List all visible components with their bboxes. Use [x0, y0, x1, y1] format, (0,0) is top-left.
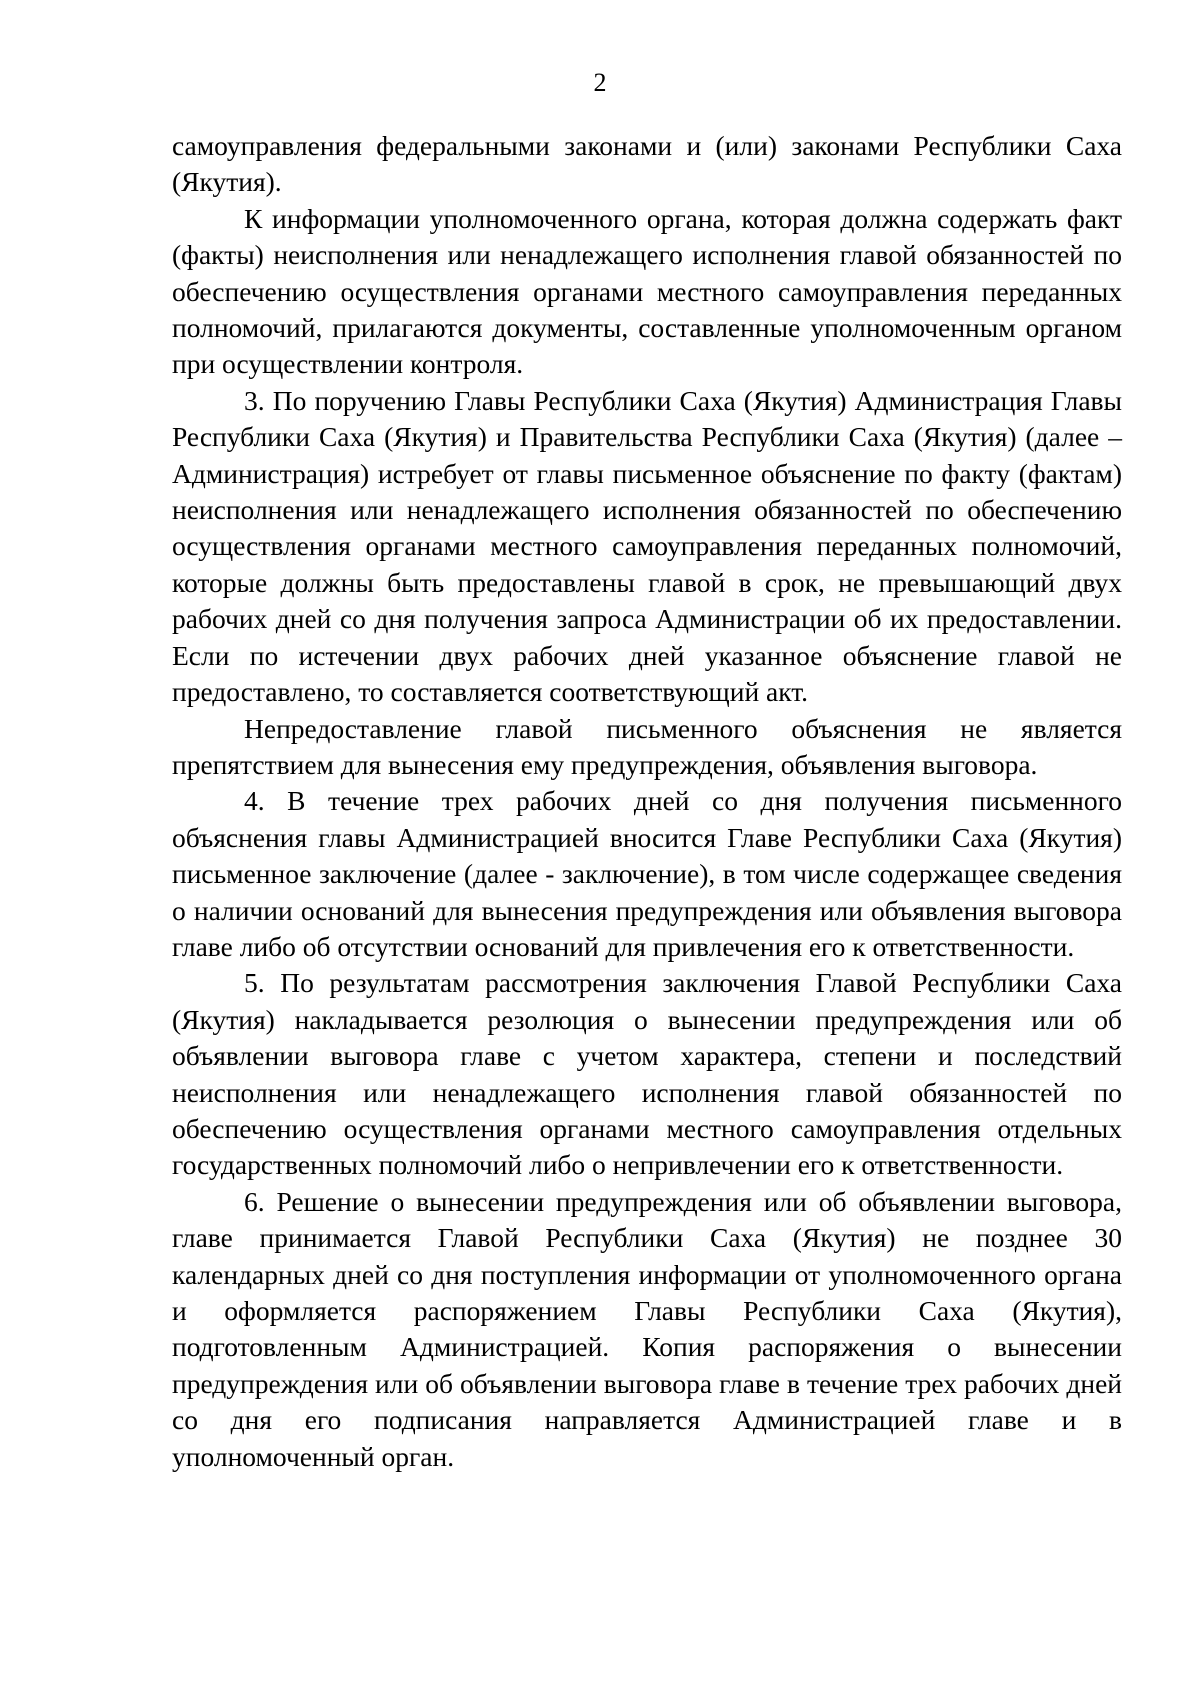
paragraph-item-5: 5. По результатам рассмотрения заключения Главой Республики Саха (Якутия) накладывается резолюция о вынесении предупреждения или об объявлении выговора главе с учетом характера, степени и последствий неисполнения или ненадлежащего исполнения главой обязанностей по обеспечению осуществления органами местного самоуправления отдельных государственных полномочий либо о непривлечении его к ответственности. — [172, 967, 1122, 1181]
paragraph-item-4: 4. В течение трех рабочих дней со дня получения письменного объяснения главы Администрацией вносится Главе Республики Саха (Якутия) письменное заключение (далее - заключение), в том числе содержащее сведения о наличии оснований для вынесения предупреждения или объявления выговора главе либо об отсутствии оснований для привлечения его к ответственности. — [172, 785, 1122, 962]
paragraph-item-3: 3. По поручению Главы Республики Саха (Якутия) Администрация Главы Республики Саха (Якутия) и Правительства Республики Саха (Якутия) (далее – Администрация) истребует от главы письменное объяснение по факту (фактам) неисполнения или ненадлежащего исполнения обязанностей по обеспечению осуществления органами местного самоуправления переданных полномочий, которые должны быть предоставлены главой в срок, не превышающий двух рабочих дней со дня получения запроса Администрации об их предоставлении. Если по истечении двух рабочих дней указанное объяснение главой не предоставлено, то составляется соответствующий акт. — [172, 384, 1122, 708]
paragraph-continuation: самоуправления федеральными законами и (или) законами Республики Саха (Якутия). — [172, 130, 1122, 198]
page-number: 2 — [593, 68, 607, 97]
document-body — [172, 128, 1122, 1475]
paragraph-authority-information: К информации уполномоченного органа, которая должна содержать факт (факты) неисполнения или ненадлежащего исполнения главой обязанностей по обеспечению осуществления органами местного самоуправления переданных полномочий, прилагаются документы, составленные уполномоченным органом при осуществлении контроля. — [172, 202, 1122, 380]
paragraph-non-submission: Непредоставление главой письменного объяснения не является препятствием для вынесения ему предупреждения, объявления выговора. — [172, 712, 1122, 780]
paragraph-item-6: 6. Решение о вынесении предупреждения или об объявлении выговора, главе принимается Главой Республики Саха (Якутия) не позднее 30 календарных дней со дня поступления информации от уполномоченного органа и оформляется распоряжением Главы Республики Саха (Якутия), подготовленным Администрацией. Копия распоряжения о вынесении предупреждения или об объявлении выговора главе в течение трех рабочих дней со дня его подписания направляется Администрацией главе и в уполномоченный орган. — [172, 1185, 1122, 1472]
